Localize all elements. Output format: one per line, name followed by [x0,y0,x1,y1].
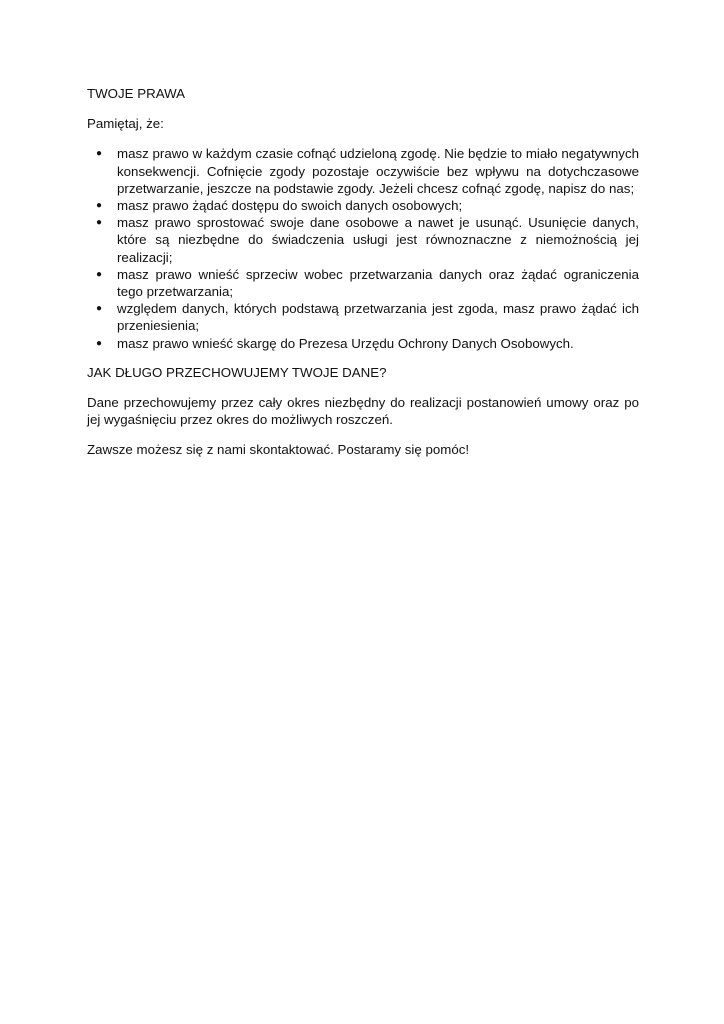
bullet-icon: ● [96,200,103,212]
bullet-icon: ● [96,337,103,349]
rights-list-item [87,266,639,300]
rights-list-item [87,335,639,352]
rights-list-item [87,214,639,266]
rights-item-text: masz prawo wnieść sprzeciw wobec przetwarzania danych oraz żądać ograniczenia tego przetwarzania; [117,266,639,300]
rights-item-text: masz prawo sprostować swoje dane osobowe a nawet je usunąć. Usunięcie danych, które są niezbędne do świadczenia usługi jest równoznaczne z niemożnością jej realizacji; [117,215,639,265]
section-heading-retention: JAK DŁUGO PRZECHOWUJEMY TWOJE DANE? [87,364,387,380]
rights-list-item [87,197,639,214]
bullet-icon: ● [96,303,103,315]
intro-text: Pamiętaj, że: [87,116,164,132]
rights-list-item [87,145,639,197]
rights-list [87,145,639,351]
retention-text: Dane przechowujemy przez cały okres niezbędny do realizacji postanowień umowy oraz po jej wygaśnięciu przez okres do możliwych roszczeń. [87,395,639,428]
section-heading-rights: TWOJE PRAWA [87,86,185,101]
rights-list-item [87,300,639,334]
bullet-icon: ● [96,268,103,280]
bullet-icon: ● [96,217,103,229]
rights-item-text: masz prawo żądać dostępu do swoich danych osobowych; [117,198,463,214]
rights-item-text: masz prawo w każdym czasie cofnąć udzieloną zgodę. Nie będzie to miało negatywnych konsekwencji. Cofnięcie zgody pozostaje oczywiście bez wpływu na dotychczasowe przetwarzanie, jeszcze na podstawie zgody. Jeżeli chcesz cofnąć zgodę, napisz do nas; [117,146,639,196]
closing-text: Zawsze możesz się z nami skontaktować. Postaramy się pomóc! [87,442,470,458]
bullet-icon: ● [96,148,103,160]
rights-item-text: względem danych, których podstawą przetwarzania jest zgoda, masz prawo żądać ich przeniesienia; [117,301,639,334]
document-body [87,85,639,472]
rights-item-text: masz prawo wnieść skargę do Prezesa Urzędu Ochrony Danych Osobowych. [117,335,574,351]
